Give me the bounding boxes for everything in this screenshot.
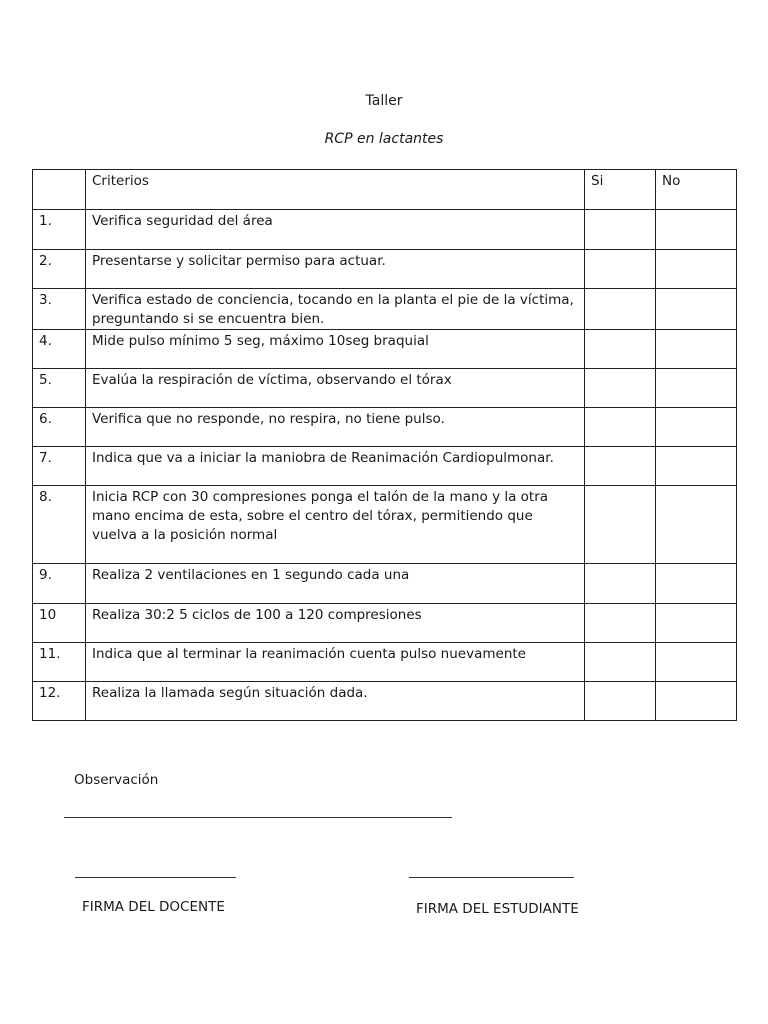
no-check-cell[interactable] bbox=[656, 447, 737, 486]
table-row bbox=[33, 250, 737, 289]
row-number: 5. bbox=[33, 369, 86, 408]
row-number: 1. bbox=[33, 210, 86, 250]
criteria-table bbox=[32, 169, 737, 721]
row-criterion: Evalúa la respiración de víctima, observando el tórax bbox=[86, 369, 585, 408]
document-title: Taller bbox=[365, 93, 403, 109]
no-check-cell[interactable] bbox=[656, 210, 737, 250]
yes-check-cell[interactable] bbox=[585, 250, 656, 289]
table-row bbox=[33, 210, 737, 250]
yes-check-cell[interactable] bbox=[585, 486, 656, 564]
student-signature-line[interactable] bbox=[409, 877, 574, 878]
yes-check-cell[interactable] bbox=[585, 447, 656, 486]
row-number: 11. bbox=[33, 643, 86, 682]
row-number: 2. bbox=[33, 250, 86, 289]
no-check-cell[interactable] bbox=[656, 408, 737, 447]
row-criterion: Inicia RCP con 30 compresiones ponga el talón de la mano y la otra mano encima de esta, sobre el centro del tórax, permitiendo que vuelva a la posición normal bbox=[86, 486, 585, 564]
row-criterion: Realiza la llamada según situación dada. bbox=[86, 682, 585, 721]
header-no: No bbox=[656, 170, 737, 210]
yes-check-cell[interactable] bbox=[585, 210, 656, 250]
yes-check-cell[interactable] bbox=[585, 369, 656, 408]
observation-label: Observación bbox=[74, 772, 159, 788]
table-row bbox=[33, 682, 737, 721]
table-header-row bbox=[33, 170, 737, 210]
no-check-cell[interactable] bbox=[656, 604, 737, 643]
header-criteria: Criterios bbox=[86, 170, 585, 210]
yes-check-cell[interactable] bbox=[585, 408, 656, 447]
row-criterion: Mide pulso mínimo 5 seg, máximo 10seg braquial bbox=[86, 330, 585, 369]
row-number: 9. bbox=[33, 564, 86, 604]
row-criterion: Indica que va a iniciar la maniobra de Reanimación Cardiopulmonar. bbox=[86, 447, 585, 486]
row-number: 3. bbox=[33, 289, 86, 330]
row-criterion: Realiza 30:2 5 ciclos de 100 a 120 compresiones bbox=[86, 604, 585, 643]
table-row bbox=[33, 369, 737, 408]
yes-check-cell[interactable] bbox=[585, 564, 656, 604]
row-number: 7. bbox=[33, 447, 86, 486]
no-check-cell[interactable] bbox=[656, 564, 737, 604]
row-number: 6. bbox=[33, 408, 86, 447]
table-row bbox=[33, 564, 737, 604]
student-signature-label: FIRMA DEL ESTUDIANTE bbox=[416, 901, 579, 917]
row-criterion: Verifica que no responde, no respira, no tiene pulso. bbox=[86, 408, 585, 447]
row-number: 8. bbox=[33, 486, 86, 564]
no-check-cell[interactable] bbox=[656, 486, 737, 564]
teacher-signature-line[interactable] bbox=[75, 877, 236, 878]
no-check-cell[interactable] bbox=[656, 289, 737, 330]
row-criterion: Realiza 2 ventilaciones en 1 segundo cada una bbox=[86, 564, 585, 604]
no-check-cell[interactable] bbox=[656, 643, 737, 682]
yes-check-cell[interactable] bbox=[585, 682, 656, 721]
table-row bbox=[33, 447, 737, 486]
observation-line[interactable] bbox=[64, 817, 452, 818]
table-row bbox=[33, 408, 737, 447]
row-criterion: Verifica estado de conciencia, tocando en la planta el pie de la víctima, preguntando si se encuentra bien. bbox=[86, 289, 585, 330]
no-check-cell[interactable] bbox=[656, 250, 737, 289]
yes-check-cell[interactable] bbox=[585, 289, 656, 330]
table-row bbox=[33, 643, 737, 682]
table-row bbox=[33, 289, 737, 330]
row-criterion: Indica que al terminar la reanimación cuenta pulso nuevamente bbox=[86, 643, 585, 682]
no-check-cell[interactable] bbox=[656, 330, 737, 369]
table-row bbox=[33, 330, 737, 369]
teacher-signature-label: FIRMA DEL DOCENTE bbox=[82, 899, 225, 915]
row-number: 12. bbox=[33, 682, 86, 721]
row-number: 4. bbox=[33, 330, 86, 369]
row-criterion: Presentarse y solicitar permiso para actuar. bbox=[86, 250, 585, 289]
yes-check-cell[interactable] bbox=[585, 643, 656, 682]
row-number: 10 bbox=[33, 604, 86, 643]
no-check-cell[interactable] bbox=[656, 369, 737, 408]
header-yes: Si bbox=[585, 170, 656, 210]
row-criterion: Verifica seguridad del área bbox=[86, 210, 585, 250]
header-number bbox=[33, 170, 86, 210]
document-subtitle: RCP en lactantes bbox=[324, 131, 444, 147]
table-row bbox=[33, 604, 737, 643]
yes-check-cell[interactable] bbox=[585, 604, 656, 643]
table-row bbox=[33, 486, 737, 564]
no-check-cell[interactable] bbox=[656, 682, 737, 721]
yes-check-cell[interactable] bbox=[585, 330, 656, 369]
